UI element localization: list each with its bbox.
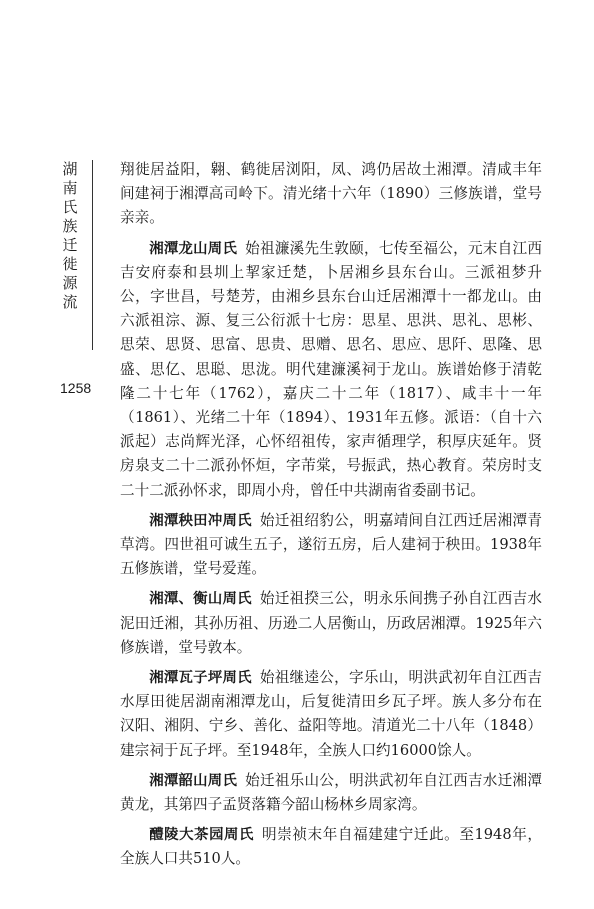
paragraph (120, 509, 542, 582)
page-number: 1258 (60, 380, 92, 396)
paragraph-text: 明崇祯末年自福建建宁迁此。至1948年，全族人口共510人。 (120, 826, 542, 868)
paragraph (120, 237, 542, 503)
paragraph-heading: 醴陵大茶园周氏 (149, 827, 255, 844)
paragraph-text: 始祖继逵公，字乐山，明洪武初年自江西吉水厚田徙居湖南湘潭龙山，后复徙清田乡瓦子坪。族人多分布在汉阳、湘阴、宁乡、善化、益阳等地。清道光二十八年（1848）建宗祠于瓦子坪。至1948年，全族人口约16000馀人。 (120, 669, 542, 759)
paragraph-heading: 湘潭、衡山周氏 (149, 591, 252, 608)
paragraph (120, 823, 542, 871)
paragraph-text: 始祖濂溪先生敦颐，七传至福公，元末自江西吉安府泰和县圳上挈家迁楚，卜居湘乡县东台山。三派祖梦升公，字世昌，号楚芳，由湘乡县东台山迁居湘潭十一都龙山。由六派祖淙、源、复三公衍派十七房：思星、思洪、思礼、思彬、思荣、思贤、思富、思贵、思赠、思名、思应、思阡、思隆、思盛、思亿、思聪、思泷。明代建濂溪祠于龙山。族谱始修于清乾隆二十七年（1762），嘉庆二十二年（1817）、咸丰十一年（1861）、光绪二十年（1894）、1931年五修。派语：（自十六派起）志尚辉光泽，心怀绍祖传，家声循理学，积厚庆延年。贤房泉支二十二派孙怀烜，字芾棠，号振武，热心教育。荣房时支二十二派孙怀求，即周小舟，曾任中共湖南省委副书记。 (120, 239, 542, 499)
paragraph-text: 翔徙居益阳，翱、鹤徙居浏阳，凤、鸿仍居故土湘潭。清咸丰年间建祠于湘潭高司岭下。清光绪十六年（1890）三修族谱，堂号亲亲。 (120, 161, 542, 227)
paragraph (120, 769, 542, 817)
paragraph-heading: 湘潭龙山周氏 (149, 240, 238, 257)
paragraph-heading: 湘潭瓦子坪周氏 (149, 670, 252, 687)
paragraph-heading: 湘潭韶山周氏 (149, 772, 238, 789)
paragraph (120, 666, 542, 763)
paragraph (120, 587, 542, 660)
paragraph-heading: 湘潭秧田冲周氏 (149, 512, 252, 529)
paragraph-text: 始迁祖绍豹公，明嘉靖间自江西迁居湘潭青草湾。四世祖可诚生五子，遂衍五房，后人建祠于秧田。1938年五修族谱，堂号爱莲。 (120, 511, 542, 578)
paragraph-text: 始迁祖乐山公，明洪武初年自江西吉水迁湘潭黄龙，其第四子孟贤落籍今韶山杨林乡周家湾。 (120, 771, 542, 814)
paragraph (120, 158, 542, 231)
running-section-title: 湖南氏族迁徙源流 (62, 160, 78, 311)
main-text (120, 158, 542, 878)
margin-rule (92, 160, 93, 350)
paragraph-text: 始迁祖揆三公，明永乐间携子孙自江西吉水泥田迁湘，其孙历祖、历逊二人居衡山，历政居湘潭。1925年六修族谱，堂号敦本。 (120, 590, 542, 656)
